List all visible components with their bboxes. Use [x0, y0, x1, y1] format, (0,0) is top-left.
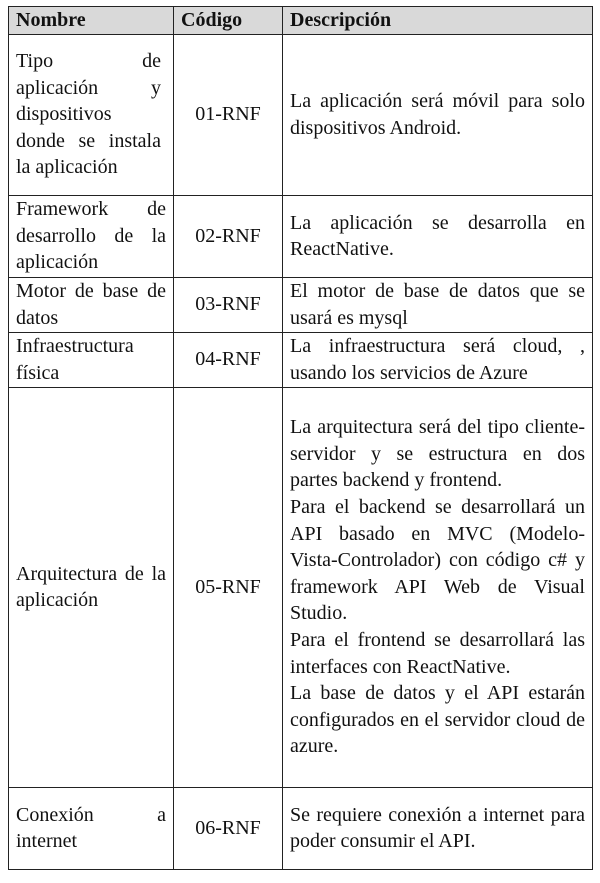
cell-codigo: 03-RNF — [174, 277, 283, 332]
table-row — [9, 787, 593, 869]
cell-codigo: 05-RNF — [174, 387, 283, 787]
description-paragraph: Para el frontend se desarrollará las interfaces con ReactNative. — [290, 628, 585, 678]
description-paragraph: La aplicación se desarrolla en ReactNative. — [290, 211, 585, 261]
description-paragraph: Se requiere conexión a internet para poder consumir el API. — [290, 803, 585, 853]
description-paragraph: La base de datos y el API estarán configurados en el servidor cloud de azure. — [290, 682, 585, 758]
cell-nombre: Arquitectura de la aplicación — [9, 387, 174, 787]
cell-nombre: Framework de desarrollo de la aplicación — [9, 195, 174, 277]
table-row — [9, 332, 593, 387]
header-codigo: Código — [174, 7, 283, 35]
description-paragraph: Para el backend se desarrollará un API basado en MVC (Modelo-Vista-Controlador) con código c# y framework API Web de Visual Studio. — [290, 496, 585, 625]
description-paragraph: El motor de base de datos que se usará es mysql — [290, 280, 585, 329]
description-paragraph: La arquitectura será del tipo cliente-servidor y se estructura en dos partes backend y frontend. — [290, 416, 585, 492]
cell-nombre: Motor de base de datos — [9, 277, 174, 332]
cell-nombre: Infraestructura física — [9, 332, 174, 387]
cell-codigo: 02-RNF — [174, 195, 283, 277]
cell-codigo: 04-RNF — [174, 332, 283, 387]
description-paragraph: La infraestructura será cloud, , usando los servicios de Azure — [290, 335, 585, 384]
description-paragraph: La aplicación será móvil para solo dispositivos Android. — [290, 90, 585, 139]
table-row — [9, 277, 593, 332]
cell-descripcion — [283, 34, 593, 195]
header-row — [9, 7, 593, 35]
cell-descripcion — [283, 332, 593, 387]
cell-nombre: Conexión a internet — [9, 787, 174, 869]
table-row — [9, 34, 593, 195]
cell-descripcion — [283, 387, 593, 787]
header-descripcion: Descripción — [283, 7, 593, 35]
cell-nombre: Tipo de aplicación y dispositivos donde se instala la aplicación — [9, 34, 174, 195]
requirements-table — [8, 6, 593, 870]
cell-codigo: 06-RNF — [174, 787, 283, 869]
cell-codigo: 01-RNF — [174, 34, 283, 195]
table-row — [9, 387, 593, 787]
cell-descripcion — [283, 787, 593, 869]
table-row — [9, 195, 593, 277]
header-nombre: Nombre — [9, 7, 174, 35]
cell-descripcion — [283, 195, 593, 277]
cell-descripcion — [283, 277, 593, 332]
